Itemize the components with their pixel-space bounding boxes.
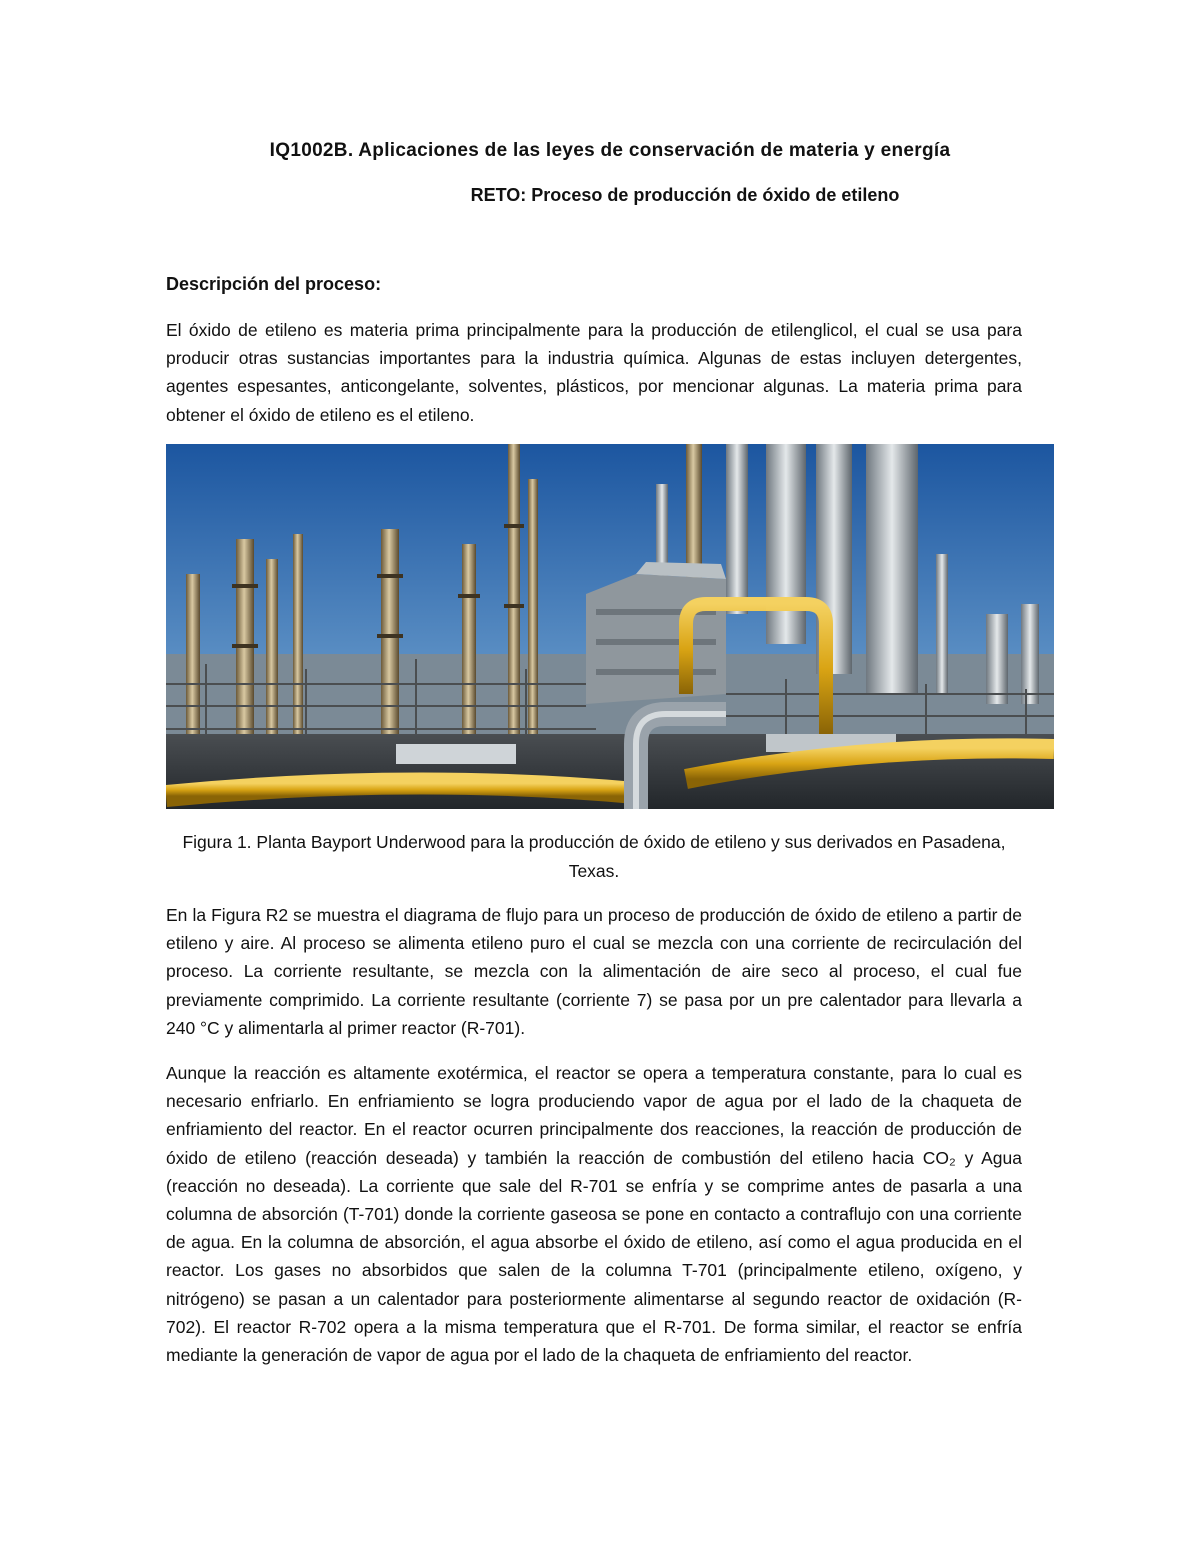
document-subtitle: RETO: Proceso de producción de óxido de etileno [470,185,900,205]
paragraph-process-feed: En la Figura R2 se muestra el diagrama de flujo para un proceso de producción de óxido de etileno a partir de etileno y aire. Al proceso se alimenta etileno puro el cual se mezcla con una corriente de recirculación del proceso. La corriente resultante, se mezcla con la alimentación de aire seco al proceso, el cual fue previamente comprimido. La corriente resultante (corriente 7) se pasa por un pre calentador para llevarla a 240 °C y alimentarla al primer reactor (R-701). [166,905,1022,1038]
plant-photo [166,444,1054,809]
paragraph-reactor: Aunque la reacción es altamente exotérmica, el reactor se opera a temperatura constante, para lo cual es necesario enfriarlo. En enfriamiento se logra produciendo vapor de agua por el lado de la chaqueta de enfriamiento del reactor. En el reactor ocurren principalmente dos reacciones, la reacción de producción de óxido de etileno (reacción deseada) y también la reacción de combustión del etileno hacia CO₂ y Agua (reacción no deseada). La corriente que sale del R-701 se enfría y se comprime antes de pasarla a una columna de absorción (T-701) donde la corriente gaseosa se pone en contacto a contraflujo con una corriente de agua. En la columna de absorción, el agua absorbe el óxido de etileno, así como el agua producida en el reactor. Los gases no absorbidos que salen de la columna T-701 (principalmente etileno, oxígeno, y nitrógeno) se pasan a un calentador para posteriormente alimentarse al segundo reactor de oxidación (R-702). El reactor R-702 opera a la misma temperatura que el R-701. De forma similar, el reactor se enfría mediante la generación de vapor de agua por el lado de la chaqueta de enfriamiento del reactor. [166,1063,1022,1366]
section-heading: Descripción del proceso: [166,274,382,294]
figure-caption: Figura 1. Planta Bayport Underwood para la producción de óxido de etileno y sus derivados en Pasadena, Texas. [182,832,1006,881]
document-title: IQ1002B. Aplicaciones de las leyes de conservación de materia y energía [269,140,951,161]
paragraph-intro: El óxido de etileno es materia prima principalmente para la producción de etilenglicol, el cual se usa para producir otras sustancias importantes para la industria química. Algunas de estas incluyen detergentes, agentes espesantes, anticongelante, solventes, plásticos, por mencionar algunas. La materia prima para obtener el óxido de etileno es el etileno. [166,320,1022,425]
